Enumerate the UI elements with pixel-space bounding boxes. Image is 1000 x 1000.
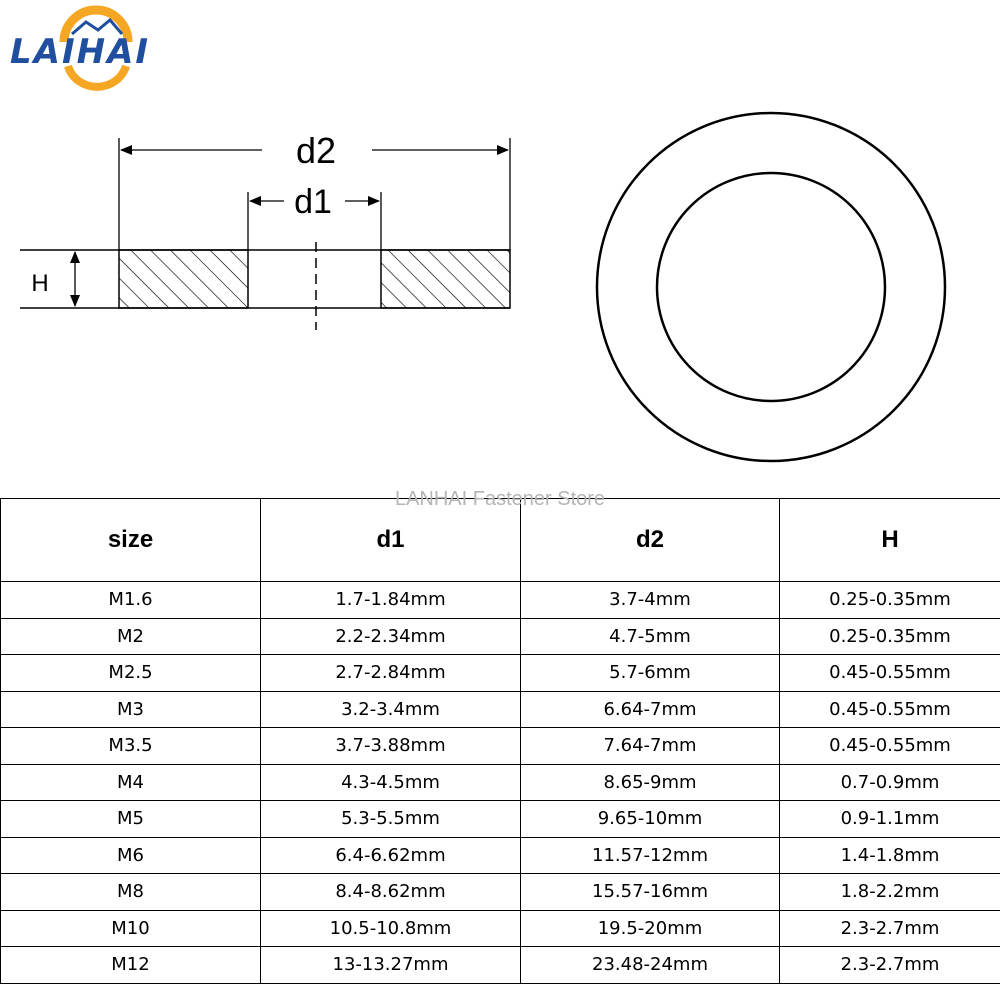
column-header-d2: d2 xyxy=(521,499,780,582)
table-row xyxy=(1,910,1000,947)
cell-d2: 19.5-20mm xyxy=(521,910,780,947)
cell-d1: 2.2-2.34mm xyxy=(261,618,521,655)
table-row xyxy=(1,764,1000,801)
cell-size: M4 xyxy=(1,764,261,801)
cell-h: 0.25-0.35mm xyxy=(780,618,1000,655)
cell-size: M10 xyxy=(1,910,261,947)
cell-h: 0.25-0.35mm xyxy=(780,582,1000,619)
d1-dimension-label: d1 xyxy=(294,183,332,221)
table-row xyxy=(1,655,1000,692)
cell-size: M2.5 xyxy=(1,655,261,692)
cell-h: 0.9-1.1mm xyxy=(780,801,1000,838)
washer-section-view xyxy=(20,138,510,330)
cell-d1: 2.7-2.84mm xyxy=(261,655,521,692)
column-header-h: H xyxy=(780,499,1000,582)
cell-d2: 7.64-7mm xyxy=(521,728,780,765)
table-row xyxy=(1,728,1000,765)
cell-d1: 3.2-3.4mm xyxy=(261,691,521,728)
cell-size: M3.5 xyxy=(1,728,261,765)
cell-size: M3 xyxy=(1,691,261,728)
cell-h: 0.45-0.55mm xyxy=(780,691,1000,728)
cell-size: M2 xyxy=(1,618,261,655)
brand-logo xyxy=(6,4,186,94)
store-watermark: LANHAI Fastener Store xyxy=(394,488,606,510)
d2-dimension-label: d2 xyxy=(295,130,337,171)
table-row xyxy=(1,947,1000,984)
washer-drawing xyxy=(0,95,1000,485)
column-header-size: size xyxy=(1,499,261,582)
cell-d2: 9.65-10mm xyxy=(521,801,780,838)
cell-d2: 4.7-5mm xyxy=(521,618,780,655)
cell-h: 0.45-0.55mm xyxy=(780,655,1000,692)
table-row xyxy=(1,691,1000,728)
cell-d1: 1.7-1.84mm xyxy=(261,582,521,619)
cell-size: M6 xyxy=(1,837,261,874)
cell-d2: 5.7-6mm xyxy=(521,655,780,692)
table-row xyxy=(1,582,1000,619)
cell-h: 0.45-0.55mm xyxy=(780,728,1000,765)
cell-d1: 5.3-5.5mm xyxy=(261,801,521,838)
cell-h: 1.4-1.8mm xyxy=(780,837,1000,874)
cell-d2: 6.64-7mm xyxy=(521,691,780,728)
size-spec-table xyxy=(0,498,1000,984)
logo-text: LAIHAI xyxy=(10,32,151,72)
washer-plan-view xyxy=(597,113,945,461)
table-row xyxy=(1,801,1000,838)
cell-d1: 4.3-4.5mm xyxy=(261,764,521,801)
cell-h: 1.8-2.2mm xyxy=(780,874,1000,911)
cell-d1: 13-13.27mm xyxy=(261,947,521,984)
cell-d1: 3.7-3.88mm xyxy=(261,728,521,765)
cell-d2: 3.7-4mm xyxy=(521,582,780,619)
cell-d2: 8.65-9mm xyxy=(521,764,780,801)
h-dimension-label: H xyxy=(31,270,49,297)
cell-d1: 8.4-8.62mm xyxy=(261,874,521,911)
cell-size: M5 xyxy=(1,801,261,838)
table-row xyxy=(1,837,1000,874)
cell-size: M1.6 xyxy=(1,582,261,619)
table-row xyxy=(1,874,1000,911)
cell-h: 2.3-2.7mm xyxy=(780,910,1000,947)
cell-h: 0.7-0.9mm xyxy=(780,764,1000,801)
cell-d2: 11.57-12mm xyxy=(521,837,780,874)
cell-d2: 15.57-16mm xyxy=(521,874,780,911)
cell-d1: 6.4-6.62mm xyxy=(261,837,521,874)
table-row xyxy=(1,618,1000,655)
cell-d1: 10.5-10.8mm xyxy=(261,910,521,947)
cell-size: M8 xyxy=(1,874,261,911)
cell-h: 2.3-2.7mm xyxy=(780,947,1000,984)
cell-size: M12 xyxy=(1,947,261,984)
column-header-d1: d1 xyxy=(261,499,521,582)
cell-d2: 23.48-24mm xyxy=(521,947,780,984)
